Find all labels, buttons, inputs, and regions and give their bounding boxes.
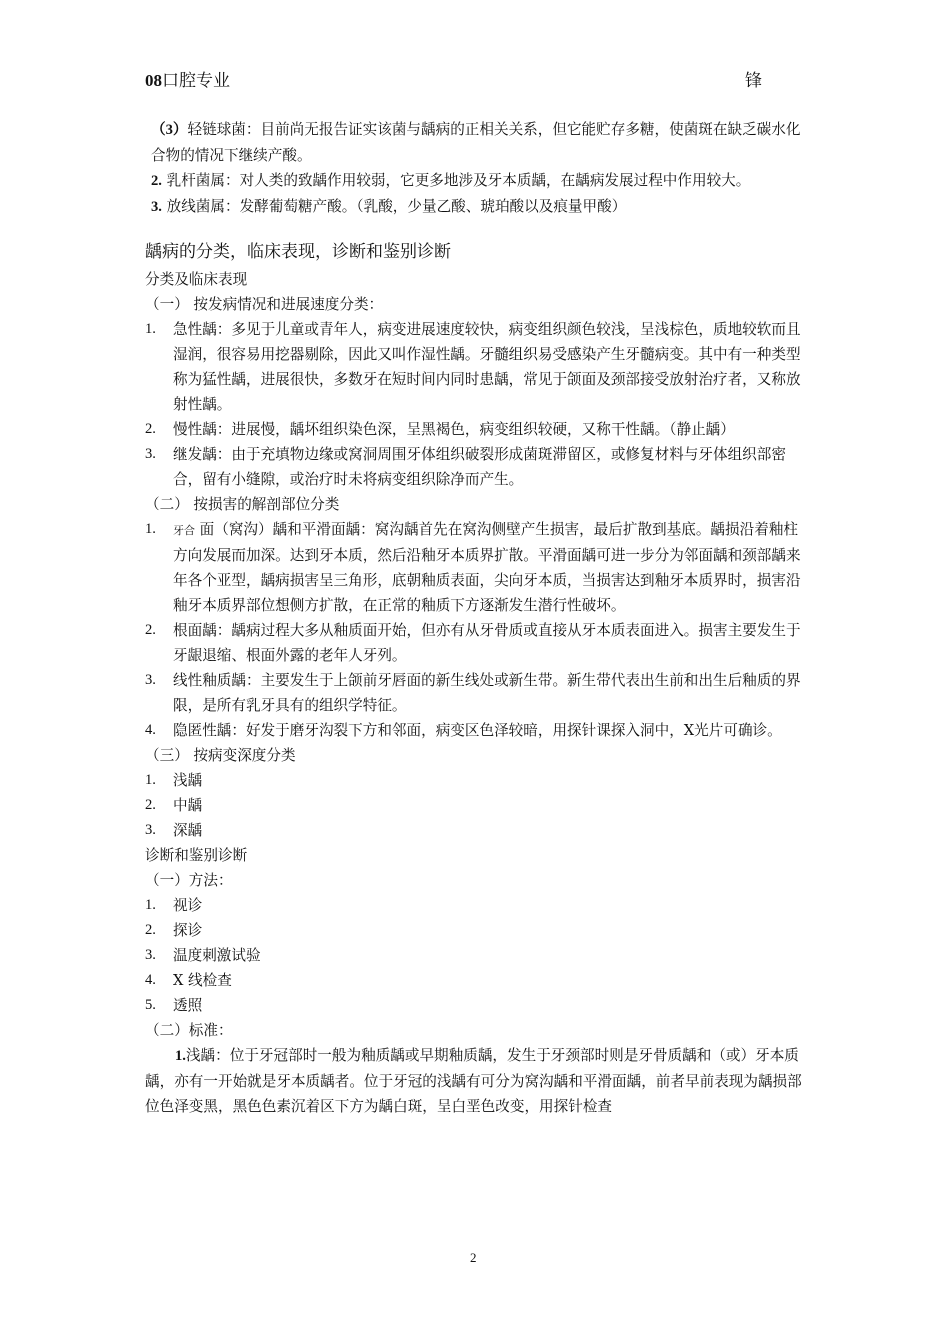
group-title: （三） 按病变深度分类 — [145, 747, 296, 764]
list-item — [145, 668, 810, 718]
header-right-text: 锋 — [745, 71, 762, 91]
standard-paragraph — [145, 1043, 810, 1119]
group-title: （一） 按发病情况和进展速度分类： — [145, 296, 384, 313]
page-number: 2 — [470, 1250, 477, 1265]
item-text: 面（窝沟）龋和平滑面龋：窝沟龋首先在窝沟侧壁产生损害，最后扩散到基底。龋损沿着釉柱方向发展而加深。达到牙本质，然后沿釉牙本质界扩散。平滑面龋可进一步分为邻面龋和颈部龋来年各个亚型，龋病损害呈三角形，底朝釉质表面，尖向牙本质，当损害达到釉牙本质界时，损害沿釉牙本质界部位想侧方扩散，在正常的釉质下方逐渐发生潜行性破坏。 — [173, 521, 801, 614]
item-text: 中龋 — [173, 797, 203, 814]
list-item — [145, 317, 810, 417]
section-title: 龋病的分类，临床表现，诊断和鉴别诊断 — [145, 242, 451, 262]
item-number: 5. — [145, 997, 156, 1013]
item-number: 3. — [145, 446, 156, 462]
item-text: X 线检查 — [173, 972, 232, 989]
diagnosis-title: 诊断和鉴别诊断 — [145, 847, 248, 864]
item-number: 1. — [145, 897, 156, 913]
list-item — [145, 442, 810, 492]
group-title: （一）方法： — [145, 872, 233, 889]
list-item — [145, 417, 810, 442]
list-item — [145, 517, 810, 618]
item-number: 4. — [145, 972, 156, 988]
item-number: 2. — [145, 421, 156, 437]
intro-text: 轻链球菌：目前尚无报告证实该菌与龋病的正相关关系，但它能贮存多糖，使菌斑在缺乏碳水化合物的情况下继续产酸。 — [151, 121, 801, 164]
intro-paragraph — [145, 168, 810, 194]
document-body — [145, 117, 810, 1119]
intro-paragraph — [145, 117, 810, 168]
item-text: 透照 — [173, 997, 203, 1014]
item-text: 温度刺激试验 — [173, 947, 261, 964]
item-text: 深龋 — [173, 822, 203, 839]
item-number: 3. — [145, 947, 156, 963]
item-text: 慢性龋：进展慢，龋坏组织染色深，呈黑褐色，病变组织较硬，又称干性龋。（静止龋） — [173, 421, 735, 438]
intro-num: （3） — [151, 122, 188, 138]
list-item — [145, 918, 810, 943]
list-item — [145, 718, 810, 743]
item-number: 1. — [145, 772, 156, 788]
group-title: （二） 按损害的解剖部位分类 — [145, 496, 340, 513]
standard-text: 浅龋：位于牙冠部时一般为釉质龋或早期釉质龋，发生于牙颈部时则是牙骨质龋和（或）牙本质龋，亦有一开始就是牙本质龋者。位于牙冠的浅龋有可分为窝沟龋和平滑面龋，前者早前表现为龋损部位色泽变黑，黑色色素沉着区下方为龋白斑，呈白垩色改变，用探针检查 — [145, 1047, 802, 1115]
item-number: 2. — [145, 622, 156, 638]
item-number: 2. — [145, 922, 156, 938]
item-text: 根面龋：龋病过程大多从釉质面开始，但亦有从牙骨质或直接从牙本质表面进入。损害主要发生于牙龈退缩、根面外露的老年人牙列。 — [173, 622, 801, 664]
item-text: 隐匿性龋：好发于磨牙沟裂下方和邻面，病变区色泽较暗，用探针课探入洞中，X光片可确诊。 — [173, 722, 782, 739]
group-title: （二）标准： — [145, 1022, 233, 1039]
intro-text: 放线菌属：发酵葡萄糖产酸。（乳酸，少量乙酸、琥珀酸以及痕量甲酸） — [166, 198, 627, 215]
list-item — [145, 618, 810, 668]
item-number: 2. — [145, 797, 156, 813]
item-number: 3. — [145, 672, 156, 688]
item-number: 1. — [145, 321, 156, 337]
intro-num: 3. — [151, 199, 162, 215]
item-number: 4. — [145, 722, 156, 738]
item-text: 浅龋 — [173, 772, 203, 789]
list-item — [145, 893, 810, 918]
course-name: 口腔专业 — [162, 71, 230, 91]
header-course — [145, 66, 230, 91]
standard-num: 1. — [175, 1048, 186, 1064]
list-item — [145, 968, 810, 993]
intro-paragraph — [145, 194, 810, 220]
list-item — [145, 993, 810, 1018]
item-text: 继发龋：由于充填物边缘或窝洞周围牙体组织破裂形成菌斑滞留区，或修复材料与牙体组织部密合，留有小缝隙，或治疗时未将病变组织除净而产生。 — [173, 446, 786, 488]
course-number: 08 — [145, 71, 162, 90]
list-item — [145, 818, 810, 843]
item-text: 线性釉质龋：主要发生于上颌前牙唇面的新生线处或新生带。新生带代表出生前和出生后釉质的界限，是所有乳牙具有的组织学特征。 — [173, 672, 801, 714]
item-number: 3. — [145, 822, 156, 838]
item-text: 视诊 — [173, 897, 203, 914]
intro-text: 乳杆菌属：对人类的致龋作用较弱，它更多地涉及牙本质龋，在龋病发展过程中作用较大。 — [166, 172, 751, 189]
sub-title: 分类及临床表现 — [145, 271, 248, 288]
list-item — [145, 943, 810, 968]
list-item — [145, 793, 810, 818]
intro-num: 2. — [151, 173, 162, 189]
item-text: 探诊 — [173, 922, 203, 939]
list-item — [145, 768, 810, 793]
item-text: 急性龋：多见于儿童或青年人，病变进展速度较快，病变组织颜色较浅，呈浅棕色，质地较软而且湿润，很容易用挖器剔除，因此又叫作湿性龋。牙髓组织易受感染产生牙髓病变。其中有一种类型称为猛性龋，进展很快，多数牙在短时间内同时患龋，常见于颌面及颈部接受放射治疗者，又称放射性龋。 — [173, 321, 801, 413]
item-number: 1. — [145, 521, 156, 537]
tooth-glyph: 牙合 — [173, 524, 195, 537]
